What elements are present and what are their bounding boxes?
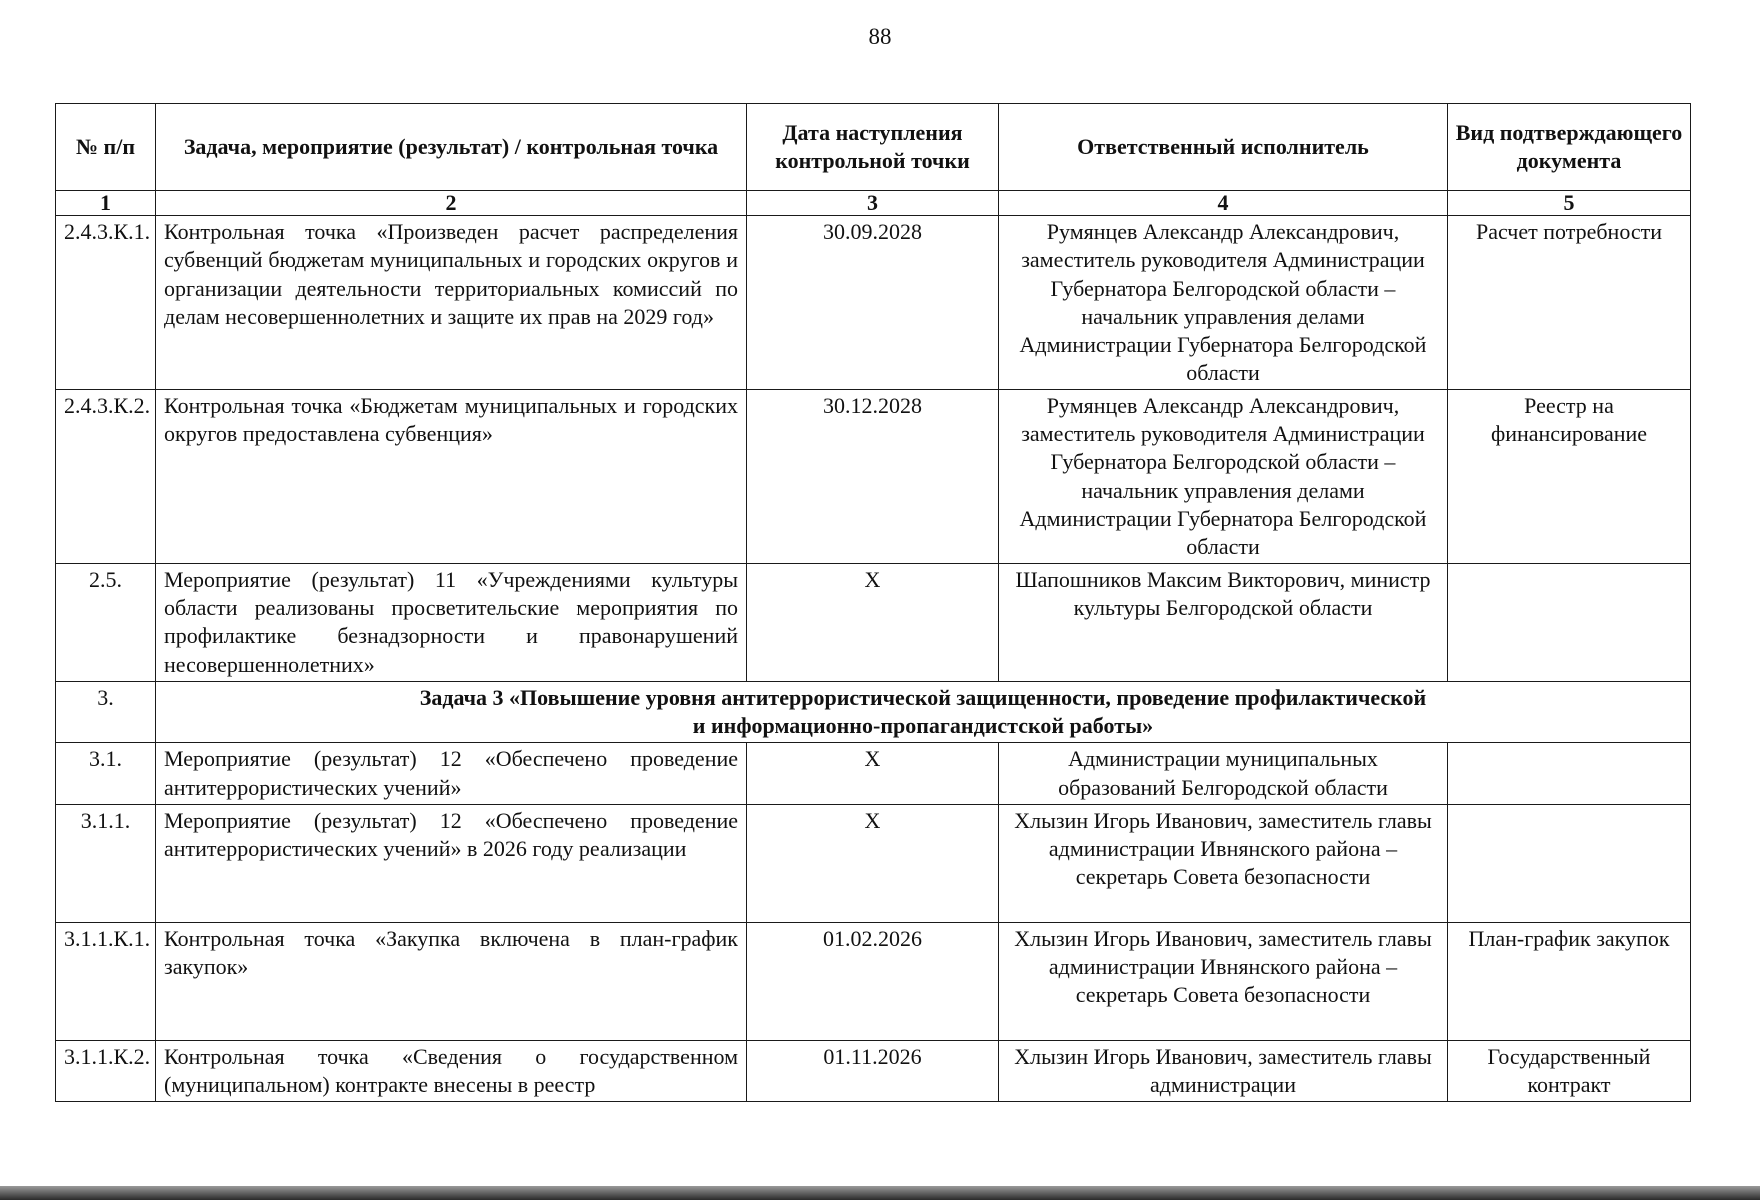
row-responsible: Администрации муниципальных образований Белгородской области [999,743,1448,804]
table-row [56,564,1691,682]
table-row [56,390,1691,564]
row-number: 2.4.3.К.1. [56,216,156,390]
section-title-line: Задача 3 «Повышение уровня антитеррористической защищенности, проведение профилактической [419,685,1427,711]
row-document: План-график закупок [1448,922,1691,1040]
row-task: Мероприятие (результат) 12 «Обеспечено проведение антитеррористических учений» [156,743,747,804]
table-row [56,743,1691,804]
row-date: Х [747,743,999,804]
header-responsible: Ответственный исполнитель [999,104,1448,191]
row-responsible: Румянцев Александр Александрович, заместитель руководителя Администрации Губернатора Белгородской области – начальник управления делами Администрации Губернатора Белгородской области [999,216,1448,390]
row-task: Мероприятие (результат) 11 «Учреждениями культуры области реализованы просветительские мероприятия по профилактике безнадзорности и правонарушений несовершеннолетних» [156,564,747,682]
row-date: Х [747,564,999,682]
row-date: 01.02.2026 [747,922,999,1040]
table-row [56,804,1691,922]
row-number: 2.5. [56,564,156,682]
header-date: Дата наступления контрольной точки [747,104,999,191]
row-date: 30.12.2028 [747,390,999,564]
row-document: Реестр на финансирование [1448,390,1691,564]
row-document: Государственный контракт [1448,1040,1691,1101]
column-number: 1 [56,191,156,216]
column-number-row [56,191,1691,216]
row-number: 3.1.1.К.2. [56,1040,156,1101]
table-header-row [56,104,1691,191]
row-task: Контрольная точка «Произведен расчет распределения субвенций бюджетам муниципальных и городских округов и организации деятельности территориальных комиссий по делам несовершеннолетних и защите их прав на 2029 год» [156,216,747,390]
column-number: 3 [747,191,999,216]
row-number: 3.1.1.К.1. [56,922,156,1040]
section-title-line: и информационно-пропагандистской работы» [692,713,1154,739]
row-responsible: Хлызин Игорь Иванович, заместитель главы администрации Ивнянского района – секретарь Совета безопасности [999,804,1448,922]
column-number: 4 [999,191,1448,216]
header-task: Задача, мероприятие (результат) / контрольная точка [156,104,747,191]
scan-edge-band [0,1186,1760,1200]
row-document [1448,804,1691,922]
page-number: 88 [868,24,892,49]
row-responsible: Шапошников Максим Викторович, министр культуры Белгородской области [999,564,1448,682]
row-document [1448,564,1691,682]
row-number: 2.4.3.К.2. [56,390,156,564]
row-task: Контрольная точка «Сведения о государственном (муниципальном) контракте внесены в реестр [156,1040,747,1101]
section-row [56,682,1691,743]
row-date: Х [747,804,999,922]
header-document: Вид подтверждающего документа [1448,104,1691,191]
section-title [156,682,1691,743]
control-points-table [55,103,1691,1102]
header-number: № п/п [56,104,156,191]
row-responsible: Хлызин Игорь Иванович, заместитель главы администрации Ивнянского района – секретарь Совета безопасности [999,922,1448,1040]
table-row [56,922,1691,1040]
row-task: Контрольная точка «Бюджетам муниципальных и городских округов предоставлена субвенция» [156,390,747,564]
column-number: 5 [1448,191,1691,216]
row-responsible: Румянцев Александр Александрович, заместитель руководителя Администрации Губернатора Белгородской области – начальник управления делами Администрации Губернатора Белгородской области [999,390,1448,564]
section-number: 3. [56,682,156,743]
column-number: 2 [156,191,747,216]
row-document [1448,743,1691,804]
row-date: 01.11.2026 [747,1040,999,1101]
row-date: 30.09.2028 [747,216,999,390]
row-document: Расчет потребности [1448,216,1691,390]
row-number: 3.1. [56,743,156,804]
row-responsible: Хлызин Игорь Иванович, заместитель главы администрации [999,1040,1448,1101]
row-task: Контрольная точка «Закупка включена в план-график закупок» [156,922,747,1040]
row-task: Мероприятие (результат) 12 «Обеспечено проведение антитеррористических учений» в 2026 году реализации [156,804,747,922]
table-row [56,216,1691,390]
row-number: 3.1.1. [56,804,156,922]
table-row [56,1040,1691,1101]
